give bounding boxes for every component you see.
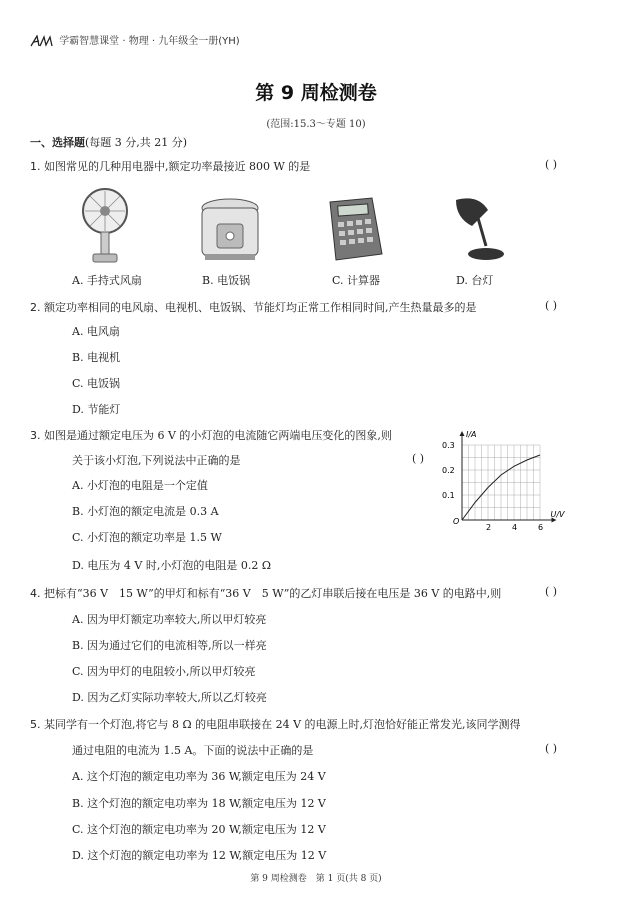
answer-paren: ( ) (545, 299, 558, 312)
question-number: 1. (30, 160, 41, 173)
question-1 (30, 158, 310, 174)
option-b: B. 这个灯泡的额定电功率为 18 W,额定电压为 12 V (72, 797, 326, 810)
option-b: B. 小灯泡的额定电流是 0.3 A (72, 505, 219, 518)
question-text-line1: 某同学有一个灯泡,将它与 8 Ω 的电阻串联接在 24 V 的电源上时,灯泡恰好能正常发光,该同学测得 (44, 718, 521, 731)
question-5 (30, 716, 521, 732)
y-tick-label: 0.2 (442, 466, 455, 475)
header-text: 学霸智慧课堂 · 物理 · 九年级全一册(YH) (59, 36, 240, 47)
origin-label: O (453, 517, 460, 526)
option-d: D. 因为乙灯实际功率较大,所以乙灯较亮 (72, 691, 267, 704)
y-axis-label: I/A (466, 430, 477, 439)
question-number: 3. (30, 429, 41, 442)
option-d: D. 这个灯泡的额定电功率为 12 W,额定电压为 12 V (72, 849, 327, 862)
section-name: 一、选择题 (30, 136, 85, 149)
option-b: B. 电视机 (72, 351, 121, 364)
question-3-line2: 关于该小灯泡,下列说法中正确的是 (72, 454, 241, 467)
option-d: D. 节能灯 (72, 403, 121, 416)
option-d: D. 台灯 (456, 274, 494, 287)
option-c: C. 电饭锅 (72, 377, 121, 390)
rice-cooker-image (195, 196, 265, 266)
question-text-line1: 如图是通过额定电压为 6 V 的小灯泡的电流随它两端电压变化的图象,则 (44, 429, 392, 442)
page-title: 第 9 周检测卷 (255, 82, 377, 104)
running-header (30, 32, 240, 47)
question-number: 2. (30, 301, 41, 314)
question-text: 额定功率相同的电风扇、电视机、电饭锅、节能灯均正常工作相同时间,产生热量最多的是 (44, 301, 477, 314)
option-c: C. 这个灯泡的额定电功率为 20 W,额定电压为 12 V (72, 823, 326, 836)
x-tick-label: 2 (486, 523, 492, 532)
option-d: D. 电压为 4 V 时,小灯泡的电阻是 0.2 Ω (72, 559, 271, 572)
answer-paren: ( ) (545, 742, 558, 755)
question-number: 5. (30, 718, 41, 731)
y-tick-label: 0.1 (442, 491, 455, 500)
question-text: 如图常见的几种用电器中,额定功率最接近 800 W 的是 (44, 160, 311, 173)
option-b: B. 电饭锅 (202, 274, 251, 287)
option-a: A. 这个灯泡的额定电功率为 36 W,额定电压为 24 V (72, 770, 326, 783)
x-tick-label: 6 (538, 523, 544, 532)
answer-paren: ( ) (545, 158, 558, 171)
option-a: A. 因为甲灯额定功率较大,所以甲灯较亮 (72, 613, 267, 626)
option-c: C. 因为甲灯的电阻较小,所以甲灯较亮 (72, 665, 256, 678)
answer-paren: ( ) (545, 585, 558, 598)
question-3 (30, 427, 392, 443)
section-heading (30, 134, 187, 150)
desk-lamp-image (448, 196, 508, 266)
page-footer: 第 9 周检测卷 第 1 页(共 8 页) (250, 874, 382, 884)
option-c: C. 计算器 (332, 274, 381, 287)
handheld-fan-image (75, 186, 135, 266)
calculator-image (322, 196, 388, 262)
option-c: C. 小灯泡的额定功率是 1.5 W (72, 531, 222, 544)
option-a: A. 小灯泡的电阻是一个定值 (72, 479, 208, 492)
option-b: B. 因为通过它们的电流相等,所以一样亮 (72, 639, 267, 652)
y-axis-arrow-icon (460, 431, 465, 436)
x-tick-label: 4 (512, 523, 518, 532)
option-a: A. 电风扇 (72, 325, 120, 338)
question-number: 4. (30, 587, 41, 600)
option-a: A. 手持式风扇 (72, 274, 142, 287)
iv-curve-chart (440, 420, 590, 535)
chart-grid (462, 445, 540, 520)
question-text: 把标有“36 V 15 W”的甲灯和标有“36 V 5 W”的乙灯串联后接在电压是 36 V 的电路中,则 (44, 587, 502, 600)
answer-paren: ( ) (412, 452, 425, 465)
publisher-logo-icon (30, 35, 54, 47)
y-tick-label: 0.3 (442, 441, 455, 450)
x-axis-label: U/V (550, 510, 565, 519)
scope-note: (范围:15.3～专题 10) (266, 119, 366, 130)
question-5-line2: 通过电阻的电流为 1.5 A。下面的说法中正确的是 (72, 744, 314, 757)
question-2 (30, 299, 477, 315)
section-note: (每题 3 分,共 21 分) (85, 136, 188, 149)
question-4 (30, 585, 501, 601)
